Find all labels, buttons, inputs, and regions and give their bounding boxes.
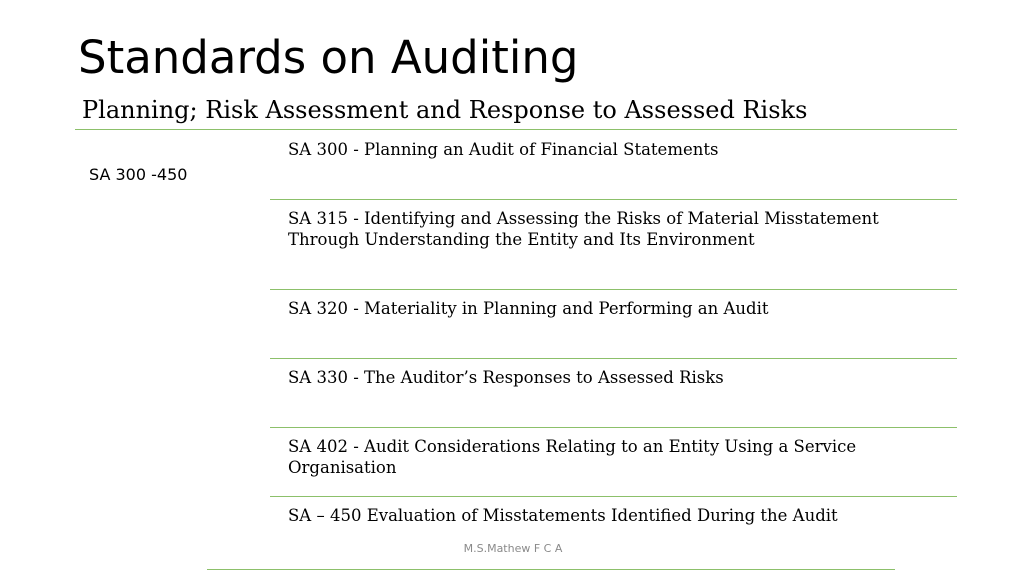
item-divider [270, 496, 957, 497]
item-divider [270, 199, 957, 200]
item-divider [270, 289, 957, 290]
standard-item-sa450: SA – 450 Evaluation of Misstatements Identified During the Audit [288, 506, 838, 525]
slide-subtitle: Planning; Risk Assessment and Response to Assessed Risks [82, 96, 808, 124]
standard-item-sa320: SA 320 - Materiality in Planning and Performing an Audit [288, 299, 769, 318]
item-divider [270, 427, 957, 428]
standard-item-sa330: SA 330 - The Auditor’s Responses to Assessed Risks [288, 368, 724, 387]
item-divider [270, 358, 957, 359]
header-divider [75, 129, 957, 130]
slide-title: Standards on Auditing [78, 31, 579, 84]
standards-range-label: SA 300 -450 [89, 165, 188, 184]
standard-item-sa315: SA 315 - Identifying and Assessing the Risks of Material Misstatement Through Understanding the Entity and Its Environment [288, 209, 879, 249]
slide-footer: M.S.Mathew F C A [463, 542, 563, 555]
standard-item-sa300: SA 300 - Planning an Audit of Financial Statements [288, 140, 719, 159]
footer-divider [207, 569, 895, 570]
standard-item-sa402: SA 402 - Audit Considerations Relating to an Entity Using a Service Organisation [288, 437, 857, 477]
